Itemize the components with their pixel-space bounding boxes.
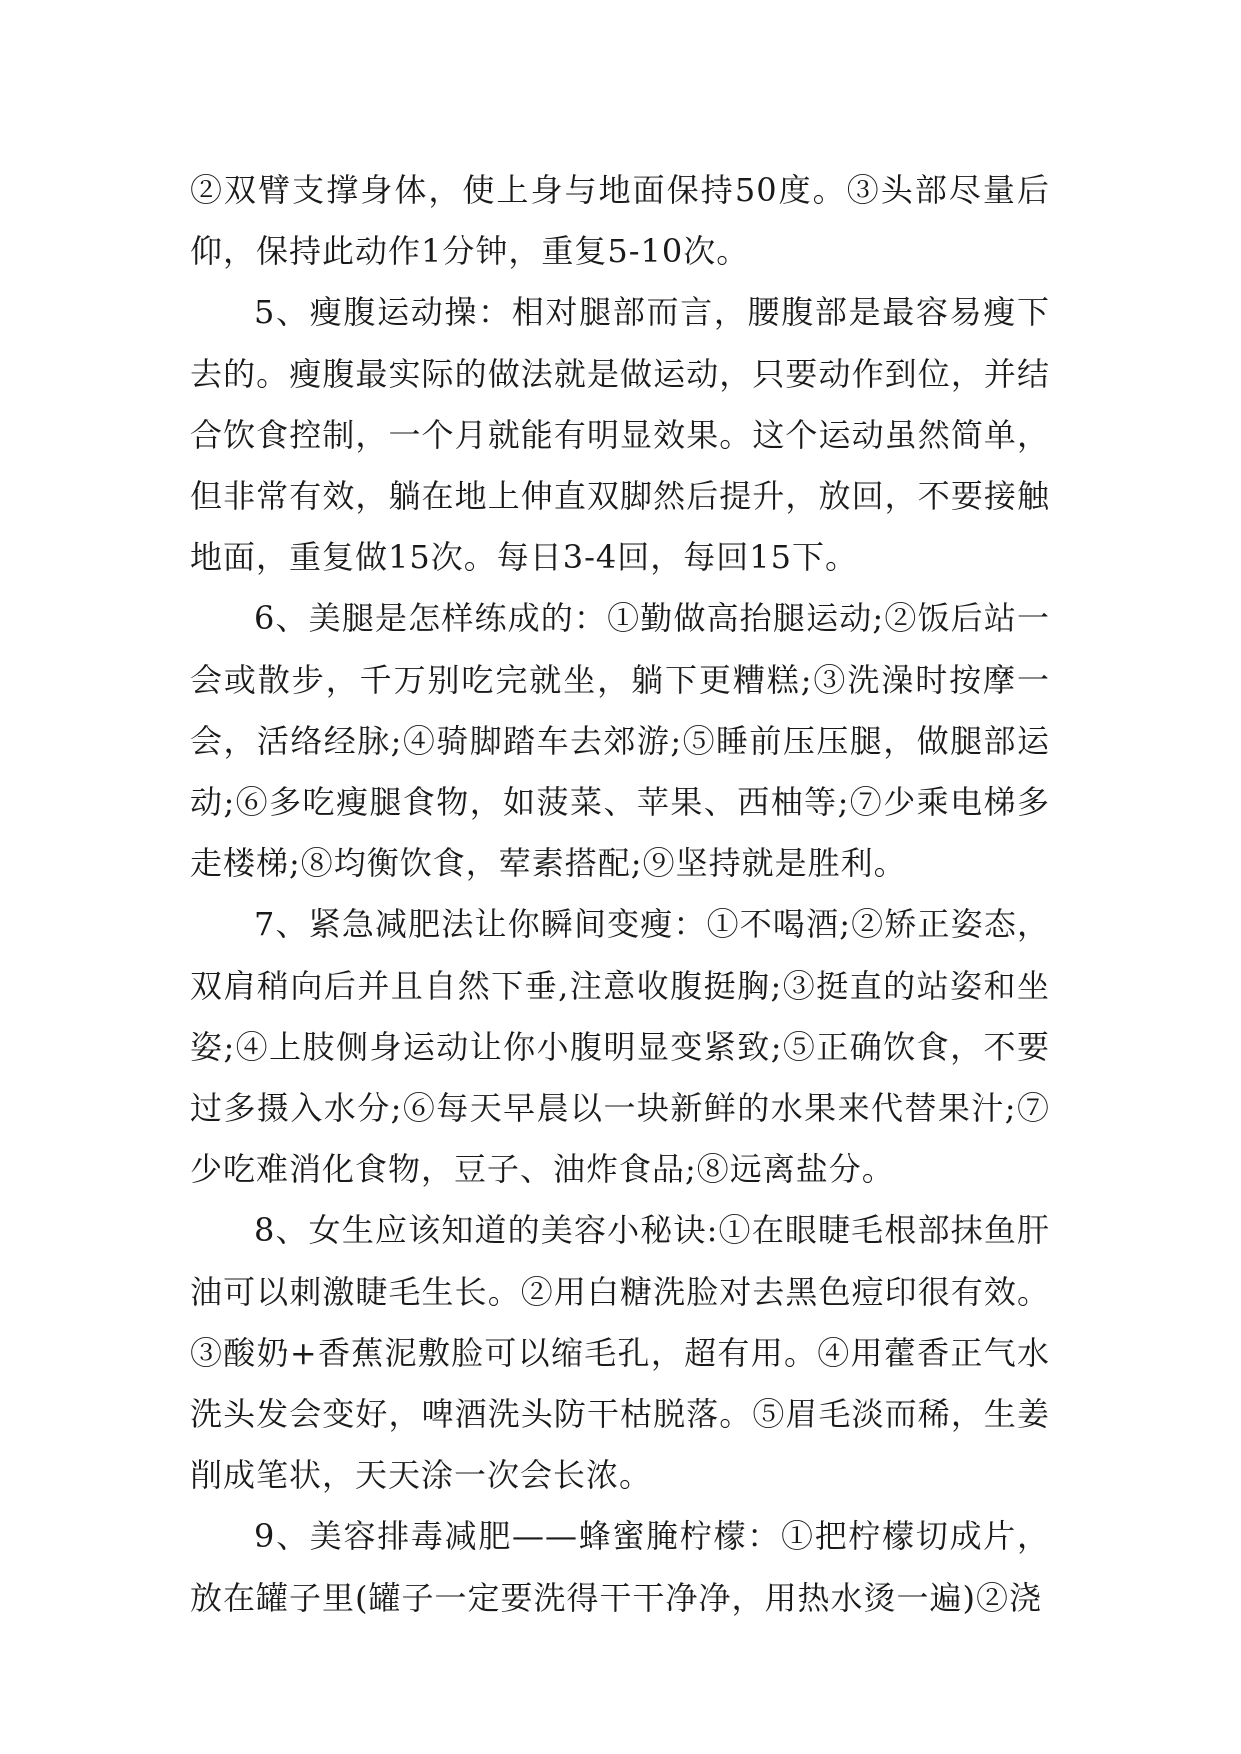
paragraph-6: 9、美容排毒减肥——蜂蜜腌柠檬：①把柠檬切成片，放在罐子里(罐子一定要洗得干干净净，用热水烫一遍)②浇 [190,1517,1050,1617]
paragraph-5: 8、女生应该知道的美容小秘诀:①在眼睫毛根部抹鱼肝油可以刺激睫毛生长。②用白糖洗脸对去黑色痘印很有效。③酸奶+香蕉泥敷脸可以缩毛孔，超有用。④用藿香正气水洗头发会变好，啤酒洗头防干枯脱落。⑤眉毛淡而稀，生姜削成笔状，天天涂一次会长浓。 [190,1211,1050,1495]
paragraph-1: ②双臂支撑身体，使上身与地面保持50度。③头部尽量后仰，保持此动作1分钟，重复5-10次。 [190,171,1050,271]
paragraph-4: 7、紧急减肥法让你瞬间变瘦：①不喝酒;②矫正姿态，双肩稍向后并且自然下垂,注意收腹挺胸;③挺直的站姿和坐姿;④上肢侧身运动让你小腹明显变紧致;⑤正确饮食，不要过多摄入水分;⑥每天早晨以一块新鲜的水果来代替果汁;⑦少吃难消化食物，豆子、油炸食品;⑧远离盐分。 [190,905,1050,1189]
paragraph-2: 5、瘦腹运动操：相对腿部而言，腰腹部是最容易瘦下去的。瘦腹最实际的做法就是做运动，只要动作到位，并结合饮食控制，一个月就能有明显效果。这个运动虽然简单，但非常有效，躺在地上伸直双脚然后提升，放回，不要接触地面，重复做15次。每日3-4回，每回15下。 [190,293,1050,577]
paragraph-3: 6、美腿是怎样练成的：①勤做高抬腿运动;②饭后站一会或散步，千万别吃完就坐，躺下更糟糕;③洗澡时按摩一会，活络经脉;④骑脚踏车去郊游;⑤睡前压压腿，做腿部运动;⑥多吃瘦腿食物，如菠菜、苹果、西柚等;⑦少乘电梯多走楼梯;⑧均衡饮食，荤素搭配;⑨坚持就是胜利。 [190,599,1050,883]
document-body [190,160,1050,1629]
